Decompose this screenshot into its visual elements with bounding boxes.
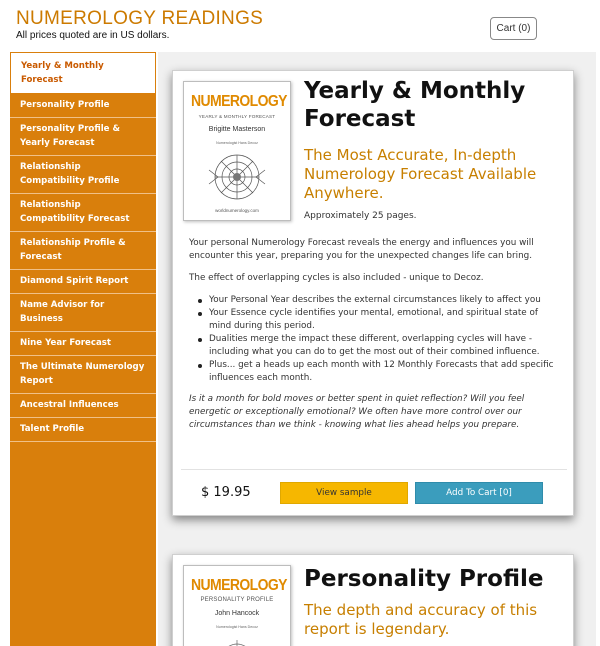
product-list — [158, 52, 596, 646]
product-description — [189, 237, 559, 441]
list-item: Your Personal Year describes the external circumstances likely to affect you — [209, 294, 559, 307]
cover-brand: NUMEROLOGY — [191, 91, 287, 110]
product-tagline: The depth and accuracy of this report is legendary. — [304, 601, 538, 638]
list-item: Plus... get a heads up each month with 12 Monthly Forecasts that add specific influences each month. — [209, 359, 559, 385]
intro-text: Your personal Numerology Forecast reveals the energy and influences you will encounter this year, preparing you for the unexpected changes life can bring. — [189, 238, 534, 261]
sidebar-item-name-advisor[interactable]: Name Advisor for Business — [10, 294, 156, 332]
sidebar-nav — [10, 52, 156, 646]
sidebar-item-ultimate-report[interactable]: The Ultimate Numerology Report — [10, 356, 156, 394]
product-cover-image[interactable] — [183, 81, 291, 221]
cart-button[interactable]: Cart (0) — [490, 17, 537, 40]
cover-credit: Numerologist Hans Decoz — [216, 625, 258, 629]
add-to-cart-button[interactable]: Add To Cart [0] — [415, 482, 543, 504]
list-item: Dualities merge the impact these different, overlapping cycles will have - including what you can do to get the most out of their combined influence. — [209, 333, 559, 359]
cover-author: John Hancock — [214, 610, 260, 617]
view-sample-button[interactable]: View sample — [280, 482, 408, 504]
sidebar-item-nine-year-forecast[interactable]: Nine Year Forecast — [10, 332, 156, 356]
product-card-yearly-forecast — [172, 70, 574, 516]
mandala-illustration — [204, 150, 270, 204]
mandala-illustration — [212, 632, 262, 646]
page-count: Approximately 25 pages. — [304, 211, 417, 221]
sidebar-item-talent-profile[interactable]: Talent Profile — [10, 418, 156, 442]
cover-url: worldnumerology.com — [215, 208, 259, 213]
header — [0, 0, 600, 52]
divider — [181, 469, 567, 470]
sidebar-item-yearly-monthly-forecast[interactable]: Yearly & Monthly Forecast — [10, 52, 156, 94]
sidebar-item-relationship-profile-forecast[interactable]: Relationship Profile & Forecast — [10, 232, 156, 270]
sidebar-item-personality-profile[interactable]: Personality Profile — [10, 94, 156, 118]
cover-brand: NUMEROLOGY — [191, 575, 287, 594]
cover-author: Brigitte Masterson — [208, 126, 266, 133]
closing-text: Is it a month for bold moves or better spent in quiet reflection? Will you feel energetic or exceptionally emotional? We often have more control over our circumstances than we think - knowing what lies ahead helps you prepare. — [189, 394, 525, 430]
sidebar-item-relationship-compatibility-forecast[interactable]: Relationship Compatibility Forecast — [10, 194, 156, 232]
sidebar-item-personality-yearly[interactable]: Personality Profile & Yearly Forecast — [10, 118, 156, 156]
product-tagline: The Most Accurate, In-depth Numerology Forecast Available Anywhere. — [304, 146, 537, 202]
sidebar-item-relationship-compatibility-profile[interactable]: Relationship Compatibility Profile — [10, 156, 156, 194]
site-title: NUMEROLOGY READINGS — [16, 8, 264, 29]
sidebar-item-ancestral-influences[interactable]: Ancestral Influences — [10, 394, 156, 418]
list-item: Your Essence cycle identifies your mental, emotional, and spiritual state of mind during this period. — [209, 307, 559, 333]
cover-subtitle: PERSONALITY PROFILE — [200, 597, 274, 603]
currency-note: All prices quoted are in US dollars. — [16, 30, 170, 41]
product-cover-image[interactable] — [183, 565, 291, 646]
sidebar-item-diamond-spirit[interactable]: Diamond Spirit Report — [10, 270, 156, 294]
cover-subtitle: YEARLY & MONTHLY FORECAST — [198, 114, 276, 119]
cover-credit: Numerologist Hans Decoz — [216, 141, 258, 145]
feature-list — [189, 294, 559, 385]
cycles-text: The effect of overlapping cycles is also included - unique to Decoz. — [189, 273, 484, 283]
product-price: $ 19.95 — [201, 485, 251, 500]
product-card-personality-profile — [172, 554, 574, 646]
product-title: Personality Profile — [304, 566, 544, 592]
product-title: Yearly & Monthly Forecast — [304, 78, 526, 132]
